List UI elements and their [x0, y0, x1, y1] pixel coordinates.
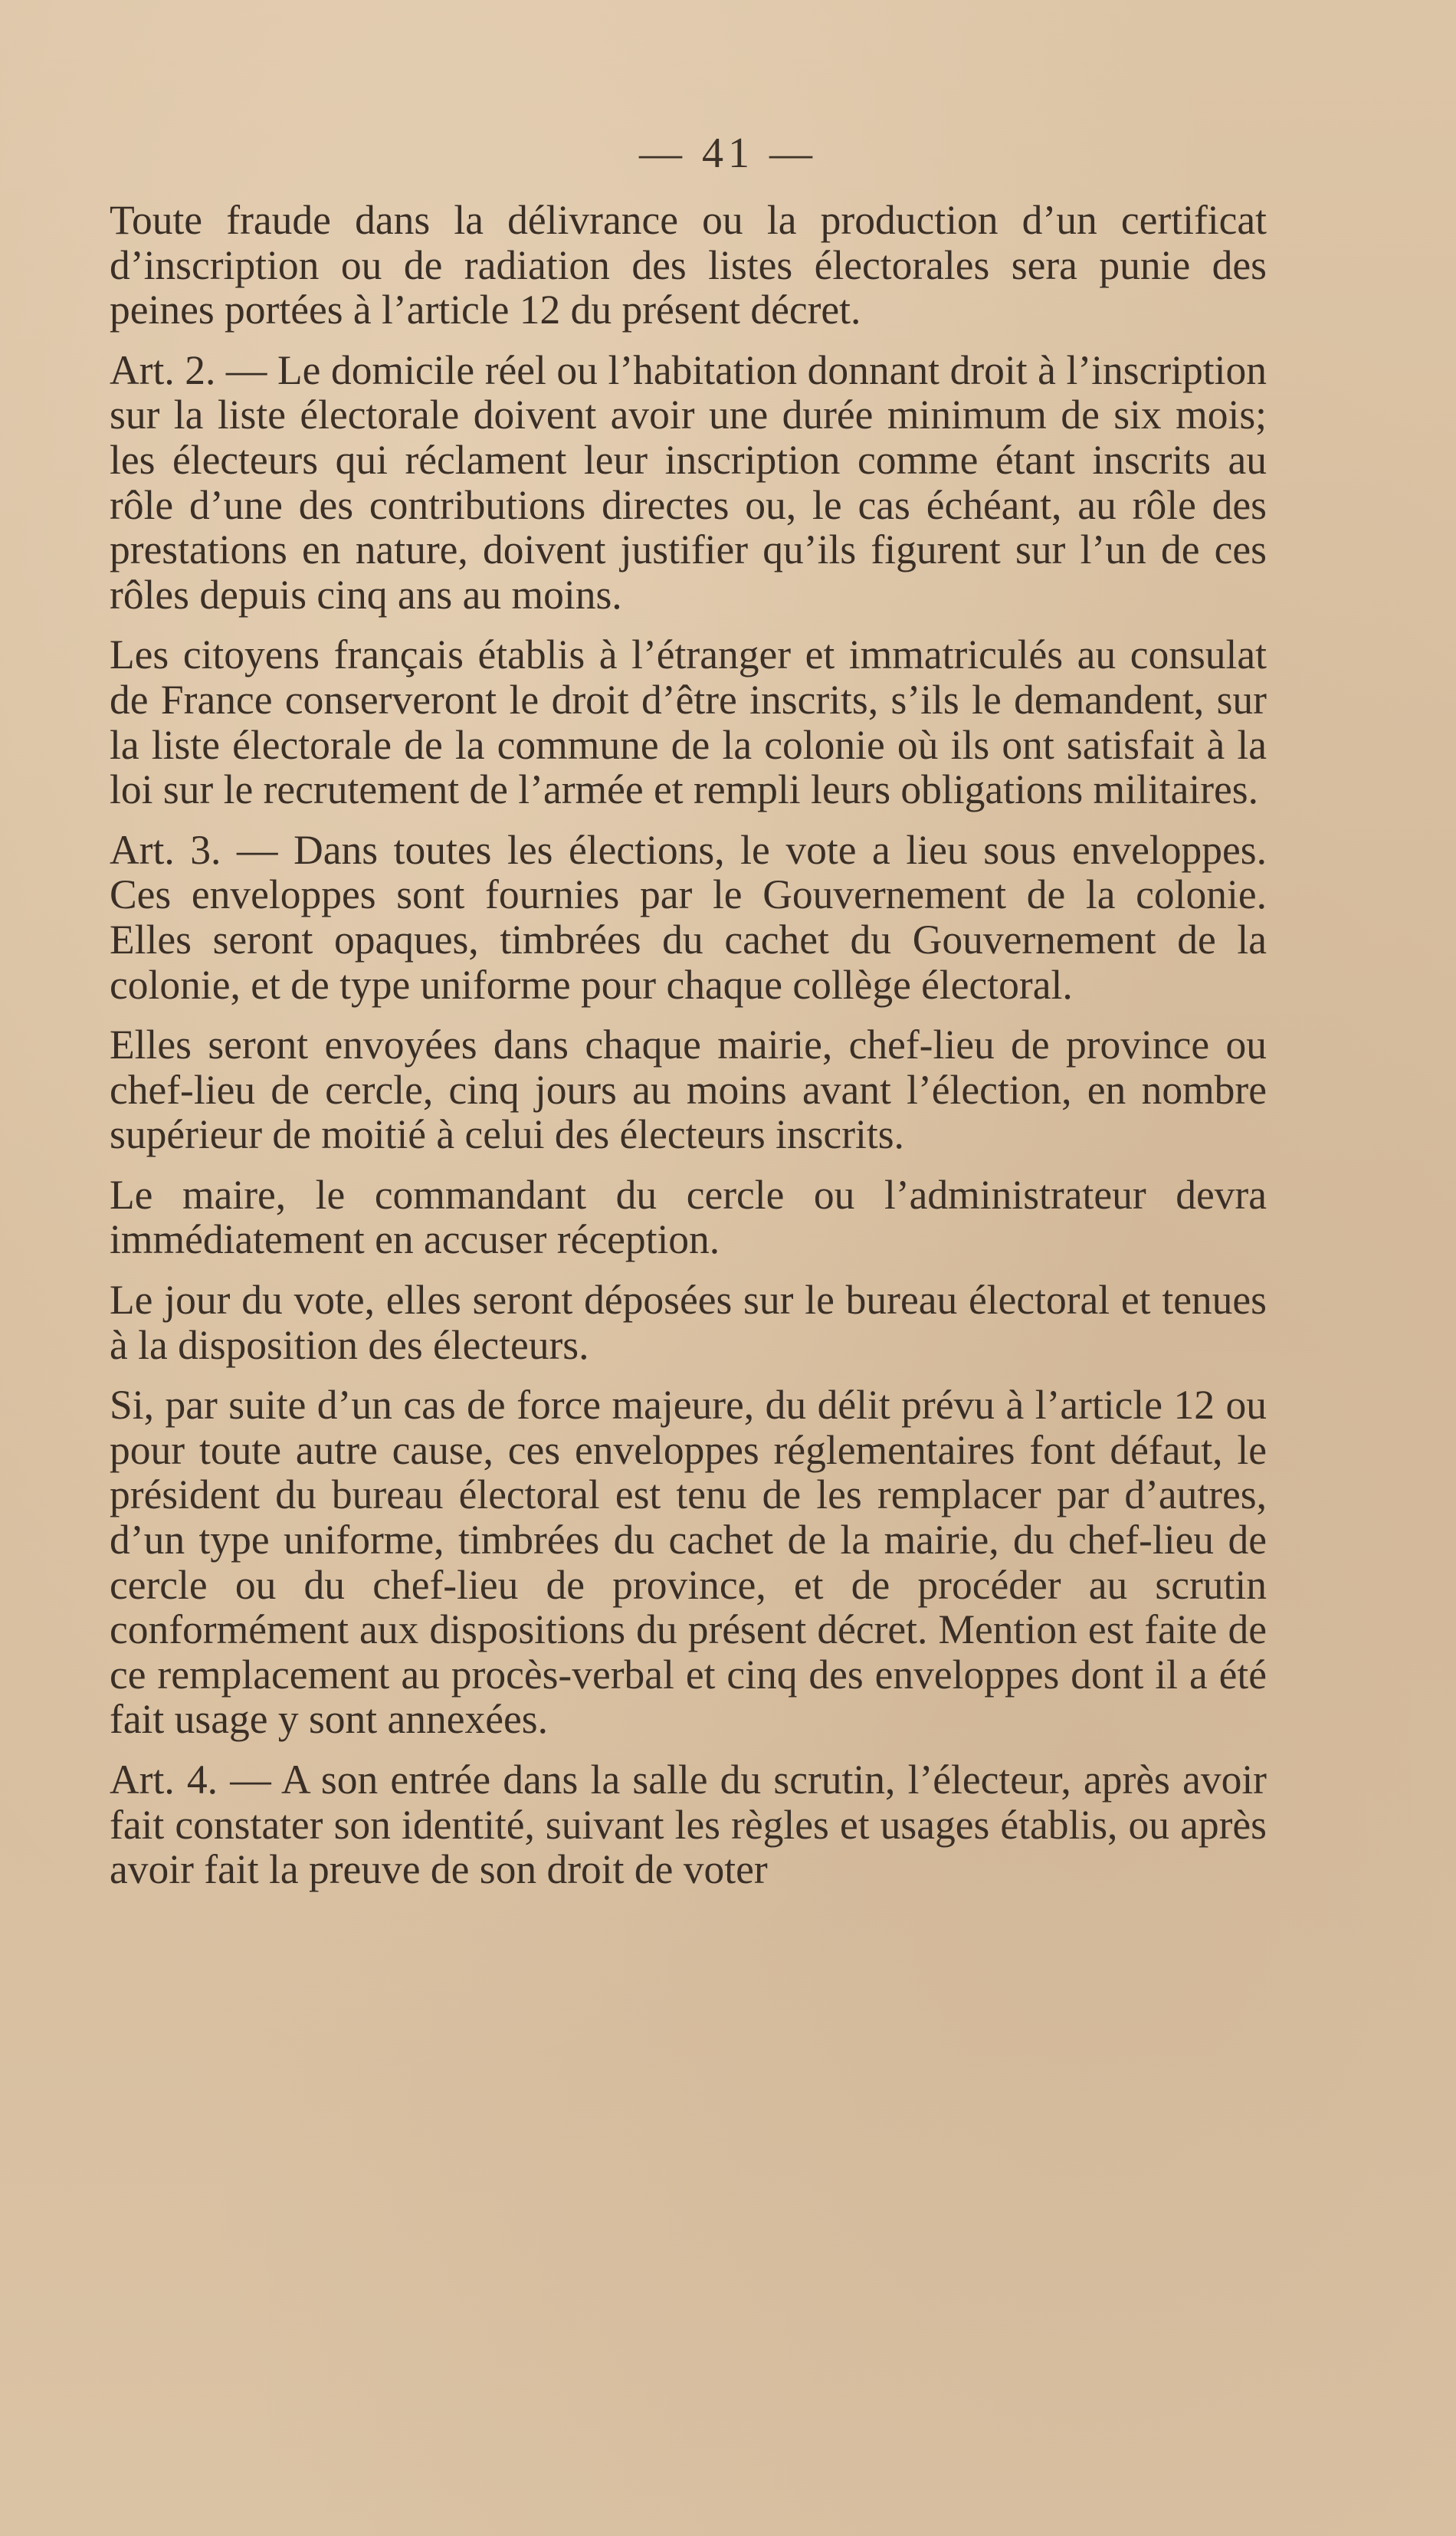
paragraph-envelope-delivery: Elles seront envoyées dans chaque mairie, chef-lieu de province ou chef-lieu de cercle, cinq jours au moins avant l’élection, en nombre supérieur de moitié à celui des électeurs inscrits. — [110, 1022, 1267, 1158]
paragraph-article-3: Art. 3. — Dans toutes les élections, le vote a lieu sous enveloppes. Ces enveloppes sont fournies par le Gouvernement de la colonie. Elles seront opaques, timbrées du cachet du Gouvernement de la colonie, et de type uniforme pour chaque collège électoral. — [110, 826, 1267, 1008]
body-text — [110, 198, 1267, 1908]
page-number: — 41 — — [639, 130, 817, 177]
paragraph-fraud-penalty: Toute fraude dans la délivrance ou la production d’un certificat d’inscription ou de radiation des listes électorales sera punie des peines portées à l’article 12 du présent décret. — [110, 197, 1267, 333]
paragraph-article-4: Art. 4. — A son entrée dans la salle du scrutin, l’électeur, après avoir fait constater son identité, suivant les règles et usages établis, ou après avoir fait la preuve de son droit de voter — [110, 1757, 1267, 1893]
paragraph-voting-day: Le jour du vote, elles seront déposées sur le bureau électoral et tenues à la disposition des électeurs. — [110, 1277, 1267, 1368]
paragraph-article-2: Art. 2. — Le domicile réel ou l’habitation donnant droit à l’inscription sur la liste électorale doivent avoir une durée minimum de six mois; les électeurs qui réclament leur inscription comme étant inscrits au rôle d’une des contributions directes ou, le cas échéant, au rôle des prestations en nature, doivent justifier qu’ils figurent sur l’un de ces rôles depuis cinq ans au moins. — [110, 346, 1267, 618]
paragraph-citizens-abroad: Les citoyens français établis à l’étranger et immatriculés au consulat de France conserveront le droit d’être inscrits, s’ils le demandent, sur la liste électorale de la commune de la colonie où ils ont satisfait à la loi sur le recrutement de l’armée et rempli leurs obligations militaires. — [110, 632, 1267, 813]
paragraph-replacement: Si, par suite d’un cas de force majeure, du délit prévu à l’article 12 ou pour toute autre cause, ces enveloppes réglementaires font défaut, le président du bureau électoral est tenu de les remplacer par d’autres, d’un type uniforme, timbrées du cachet de la mairie, du chef-lieu de cercle ou du chef-lieu de province, et de procéder au scrutin conformément aux dispositions du présent décret. Mention est faite de ce remplacement au procès-verbal et cinq des enveloppes dont il a été fait usage y sont annexées. — [110, 1382, 1267, 1743]
paragraph-receipt: Le maire, le commandant du cercle ou l’administrateur devra immédiatement en accuser réception. — [110, 1171, 1267, 1263]
